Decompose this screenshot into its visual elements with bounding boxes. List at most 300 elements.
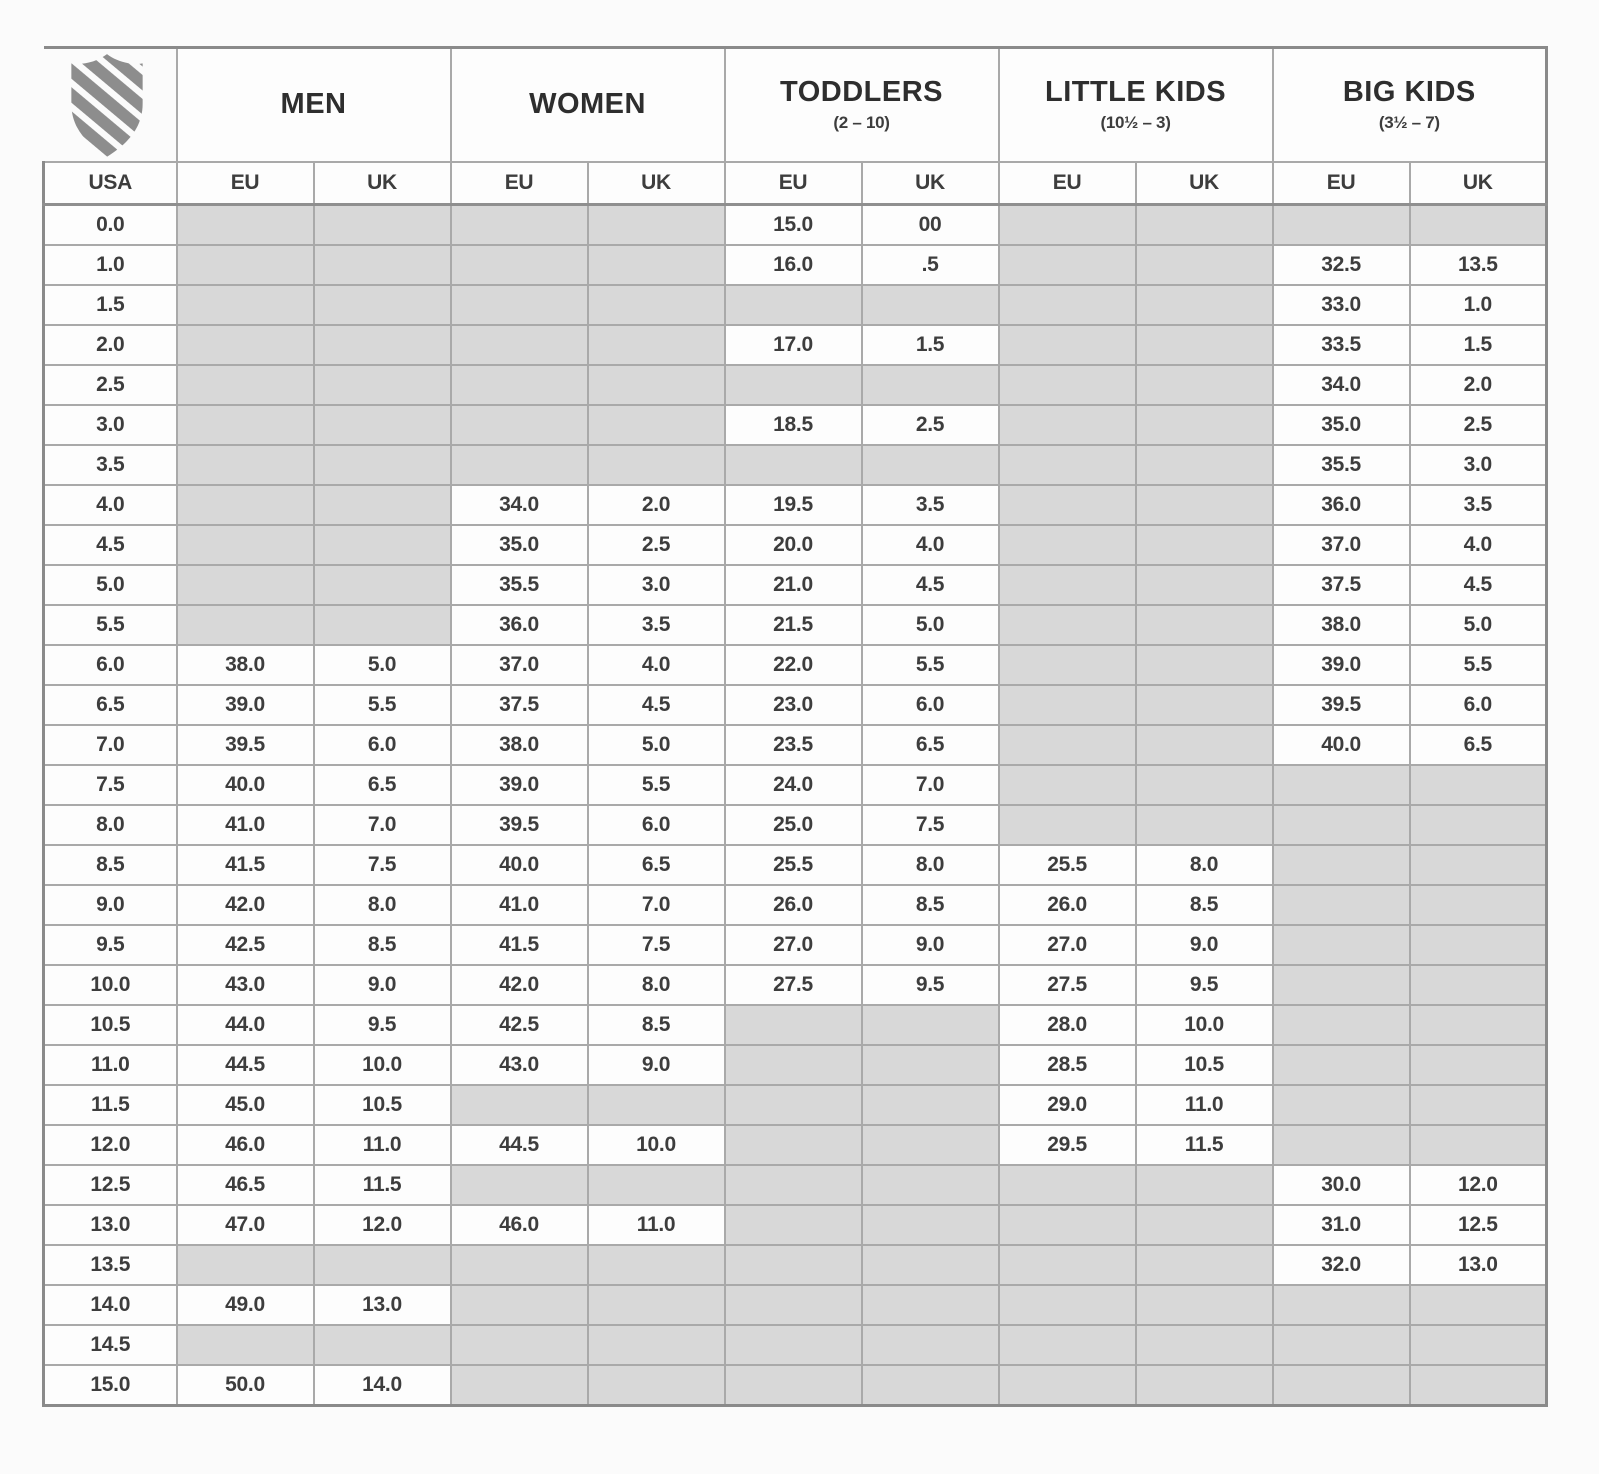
size-cell: 38.0 xyxy=(451,725,588,765)
size-cell xyxy=(725,1285,862,1325)
size-cell: 9.0 xyxy=(588,1045,725,1085)
size-cell: 42.0 xyxy=(177,885,314,925)
size-cell xyxy=(588,365,725,405)
size-cell xyxy=(862,1005,999,1045)
size-cell xyxy=(1136,1165,1273,1205)
size-cell xyxy=(588,445,725,485)
size-cell xyxy=(177,485,314,525)
size-row xyxy=(44,1165,1547,1205)
size-cell: 5.0 xyxy=(588,725,725,765)
size-cell xyxy=(1273,1365,1410,1406)
size-cell: 5.5 xyxy=(862,645,999,685)
size-cell: 1.5 xyxy=(1410,325,1547,365)
size-cell xyxy=(725,1005,862,1045)
size-row xyxy=(44,405,1547,445)
usa-size-cell: 3.0 xyxy=(44,405,177,445)
size-cell xyxy=(314,1325,451,1365)
size-cell: 12.5 xyxy=(1410,1205,1547,1245)
size-cell xyxy=(1136,1325,1273,1365)
size-cell: 8.0 xyxy=(314,885,451,925)
size-cell: 40.0 xyxy=(1273,725,1410,765)
size-cell xyxy=(177,285,314,325)
size-cell xyxy=(177,245,314,285)
size-cell: 28.5 xyxy=(999,1045,1136,1085)
size-cell xyxy=(1136,1365,1273,1406)
size-cell: 29.0 xyxy=(999,1085,1136,1125)
size-cell xyxy=(1136,365,1273,405)
usa-size-cell: 14.0 xyxy=(44,1285,177,1325)
size-cell xyxy=(999,1245,1136,1285)
size-cell: 4.5 xyxy=(1410,565,1547,605)
size-cell xyxy=(177,1325,314,1365)
size-cell xyxy=(725,1325,862,1365)
size-cell: 21.0 xyxy=(725,565,862,605)
size-cell: 14.0 xyxy=(314,1365,451,1406)
usa-size-cell: 11.5 xyxy=(44,1085,177,1125)
size-cell: 9.5 xyxy=(1136,965,1273,1005)
group-label: BIG KIDS xyxy=(1342,76,1476,109)
toddlers-eu-header: EU xyxy=(725,162,862,205)
size-rows-body xyxy=(44,205,1547,1406)
size-cell: 49.0 xyxy=(177,1285,314,1325)
size-cell xyxy=(999,1285,1136,1325)
size-cell: 5.5 xyxy=(588,765,725,805)
size-cell: 3.5 xyxy=(588,605,725,645)
size-cell xyxy=(999,285,1136,325)
size-cell: 20.0 xyxy=(725,525,862,565)
size-cell xyxy=(177,1245,314,1285)
women-eu-header: EU xyxy=(451,162,588,205)
size-cell: 9.0 xyxy=(314,965,451,1005)
group-label: MEN xyxy=(280,88,347,121)
size-cell: 27.0 xyxy=(725,925,862,965)
size-cell xyxy=(999,1365,1136,1406)
size-cell: 35.5 xyxy=(1273,445,1410,485)
size-row xyxy=(44,605,1547,645)
size-cell: 27.5 xyxy=(999,965,1136,1005)
size-cell xyxy=(1410,1085,1547,1125)
size-cell xyxy=(725,365,862,405)
usa-size-cell: 9.0 xyxy=(44,885,177,925)
size-cell xyxy=(177,445,314,485)
size-cell: 37.0 xyxy=(1273,525,1410,565)
usa-size-cell: 9.5 xyxy=(44,925,177,965)
size-cell: 7.5 xyxy=(314,845,451,885)
size-cell xyxy=(1273,925,1410,965)
size-cell xyxy=(1136,565,1273,605)
size-cell: 41.5 xyxy=(177,845,314,885)
size-cell xyxy=(862,1205,999,1245)
size-cell: 11.0 xyxy=(588,1205,725,1245)
size-cell: 40.0 xyxy=(177,765,314,805)
group-label: LITTLE KIDS xyxy=(1044,76,1227,109)
size-cell: 6.5 xyxy=(314,765,451,805)
size-cell xyxy=(862,1125,999,1165)
group-header-women xyxy=(451,48,725,163)
size-cell: 4.0 xyxy=(1410,525,1547,565)
usa-size-cell: 1.5 xyxy=(44,285,177,325)
size-cell: 9.5 xyxy=(314,1005,451,1045)
size-cell: 33.5 xyxy=(1273,325,1410,365)
size-cell: 37.5 xyxy=(451,685,588,725)
logo-spacer-cell xyxy=(44,48,177,163)
size-row xyxy=(44,925,1547,965)
size-cell: 43.0 xyxy=(177,965,314,1005)
size-cell xyxy=(862,1365,999,1406)
usa-size-cell: 12.0 xyxy=(44,1125,177,1165)
size-cell xyxy=(1273,205,1410,246)
size-cell xyxy=(451,1245,588,1285)
usa-header: USA xyxy=(44,162,177,205)
size-cell: 33.0 xyxy=(1273,285,1410,325)
size-cell: 00 xyxy=(862,205,999,246)
size-cell xyxy=(1136,685,1273,725)
usa-size-cell: 11.0 xyxy=(44,1045,177,1085)
size-cell: 42.5 xyxy=(177,925,314,965)
size-cell: 23.0 xyxy=(725,685,862,725)
size-cell xyxy=(1410,1045,1547,1085)
size-cell: 6.0 xyxy=(1410,685,1547,725)
size-cell: 11.0 xyxy=(314,1125,451,1165)
size-cell: 4.5 xyxy=(588,685,725,725)
size-cell xyxy=(451,405,588,445)
size-cell xyxy=(999,325,1136,365)
size-cell xyxy=(725,1245,862,1285)
size-cell xyxy=(588,1365,725,1406)
size-cell xyxy=(1273,805,1410,845)
size-cell: 3.5 xyxy=(1410,485,1547,525)
size-cell: 37.0 xyxy=(451,645,588,685)
size-cell xyxy=(1410,925,1547,965)
size-cell: 8.5 xyxy=(862,885,999,925)
size-cell xyxy=(451,445,588,485)
size-cell xyxy=(451,245,588,285)
size-cell xyxy=(451,285,588,325)
size-cell xyxy=(1273,1285,1410,1325)
size-cell xyxy=(1273,1045,1410,1085)
size-cell xyxy=(725,1045,862,1085)
size-cell xyxy=(862,1085,999,1125)
size-cell xyxy=(999,365,1136,405)
size-cell: 26.0 xyxy=(999,885,1136,925)
size-cell xyxy=(314,365,451,405)
size-row xyxy=(44,1085,1547,1125)
size-cell xyxy=(1273,885,1410,925)
usa-size-cell: 2.5 xyxy=(44,365,177,405)
size-cell xyxy=(588,405,725,445)
size-cell xyxy=(862,1325,999,1365)
size-cell xyxy=(999,1325,1136,1365)
size-cell xyxy=(1410,1125,1547,1165)
usa-size-cell: 6.5 xyxy=(44,685,177,725)
size-cell xyxy=(862,285,999,325)
size-cell: 38.0 xyxy=(1273,605,1410,645)
size-cell: 39.5 xyxy=(451,805,588,845)
size-cell: 9.5 xyxy=(862,965,999,1005)
size-row xyxy=(44,1285,1547,1325)
size-cell xyxy=(725,1365,862,1406)
size-cell xyxy=(588,1085,725,1125)
size-cell: 7.0 xyxy=(314,805,451,845)
size-cell xyxy=(1136,245,1273,285)
size-cell xyxy=(451,1365,588,1406)
size-cell: 3.5 xyxy=(862,485,999,525)
size-cell xyxy=(999,765,1136,805)
size-cell xyxy=(1136,405,1273,445)
size-cell xyxy=(862,1285,999,1325)
size-cell xyxy=(451,365,588,405)
group-label: TODDLERS xyxy=(780,76,944,109)
size-conversion-table xyxy=(42,46,1548,1407)
column-header-row xyxy=(44,162,1547,205)
size-cell xyxy=(999,645,1136,685)
usa-size-cell: 8.0 xyxy=(44,805,177,845)
size-cell: 44.0 xyxy=(177,1005,314,1045)
size-cell xyxy=(1410,1325,1547,1365)
group-sublabel: (3½ – 7) xyxy=(1378,112,1440,132)
size-cell xyxy=(177,605,314,645)
size-cell xyxy=(999,685,1136,725)
size-cell: 10.5 xyxy=(314,1085,451,1125)
usa-size-cell: 2.0 xyxy=(44,325,177,365)
usa-size-cell: 3.5 xyxy=(44,445,177,485)
size-cell: 39.0 xyxy=(451,765,588,805)
size-cell: 5.0 xyxy=(862,605,999,645)
size-cell: 15.0 xyxy=(725,205,862,246)
size-cell xyxy=(588,245,725,285)
size-cell: 34.0 xyxy=(1273,365,1410,405)
usa-size-cell: 13.5 xyxy=(44,1245,177,1285)
size-cell: 8.0 xyxy=(588,965,725,1005)
size-cell xyxy=(1273,765,1410,805)
size-cell xyxy=(999,1205,1136,1245)
size-cell xyxy=(177,325,314,365)
size-cell xyxy=(588,1245,725,1285)
size-cell: 43.0 xyxy=(451,1045,588,1085)
size-cell: 37.5 xyxy=(1273,565,1410,605)
size-cell: 32.5 xyxy=(1273,245,1410,285)
size-cell: 11.5 xyxy=(314,1165,451,1205)
size-cell xyxy=(1273,1085,1410,1125)
size-cell xyxy=(999,405,1136,445)
size-cell: 8.0 xyxy=(1136,845,1273,885)
size-cell: 16.0 xyxy=(725,245,862,285)
usa-size-cell: 15.0 xyxy=(44,1365,177,1406)
size-cell: 10.0 xyxy=(314,1045,451,1085)
size-cell xyxy=(1136,525,1273,565)
size-cell: 6.0 xyxy=(314,725,451,765)
size-row xyxy=(44,805,1547,845)
size-cell xyxy=(314,325,451,365)
size-cell xyxy=(862,1165,999,1205)
size-cell xyxy=(999,485,1136,525)
usa-size-cell: 7.5 xyxy=(44,765,177,805)
size-cell: 31.0 xyxy=(1273,1205,1410,1245)
size-cell xyxy=(725,445,862,485)
size-cell: 13.0 xyxy=(1410,1245,1547,1285)
size-cell xyxy=(725,1205,862,1245)
size-cell: 10.0 xyxy=(1136,1005,1273,1045)
size-cell xyxy=(314,1245,451,1285)
size-cell: 17.0 xyxy=(725,325,862,365)
size-cell xyxy=(1273,1325,1410,1365)
size-cell: 7.0 xyxy=(588,885,725,925)
size-cell: 6.0 xyxy=(588,805,725,845)
size-row xyxy=(44,725,1547,765)
size-cell: 28.0 xyxy=(999,1005,1136,1045)
size-cell xyxy=(177,405,314,445)
size-cell xyxy=(999,605,1136,645)
size-row xyxy=(44,285,1547,325)
size-cell xyxy=(314,205,451,246)
size-cell xyxy=(862,445,999,485)
size-cell xyxy=(314,285,451,325)
size-cell xyxy=(177,365,314,405)
size-cell: 2.0 xyxy=(588,485,725,525)
size-cell xyxy=(999,525,1136,565)
size-cell: 44.5 xyxy=(451,1125,588,1165)
size-row xyxy=(44,565,1547,605)
usa-size-cell: 4.5 xyxy=(44,525,177,565)
size-cell: 2.5 xyxy=(588,525,725,565)
size-cell: 45.0 xyxy=(177,1085,314,1125)
size-cell: 4.0 xyxy=(862,525,999,565)
size-cell xyxy=(1136,725,1273,765)
usa-size-cell: 8.5 xyxy=(44,845,177,885)
size-cell xyxy=(999,565,1136,605)
size-cell xyxy=(314,525,451,565)
size-cell: 32.0 xyxy=(1273,1245,1410,1285)
size-row xyxy=(44,965,1547,1005)
size-cell xyxy=(725,1125,862,1165)
size-cell: 11.5 xyxy=(1136,1125,1273,1165)
size-cell xyxy=(999,445,1136,485)
size-cell xyxy=(725,1165,862,1205)
little-kids-eu-header: EU xyxy=(999,162,1136,205)
size-cell: 47.0 xyxy=(177,1205,314,1245)
size-cell: 41.0 xyxy=(451,885,588,925)
size-cell xyxy=(588,325,725,365)
size-cell xyxy=(1136,1245,1273,1285)
size-cell: 39.0 xyxy=(177,685,314,725)
size-cell: 46.0 xyxy=(451,1205,588,1245)
size-cell: 30.0 xyxy=(1273,1165,1410,1205)
size-cell: 12.0 xyxy=(314,1205,451,1245)
size-cell xyxy=(1273,1005,1410,1045)
group-sublabel: (10½ – 3) xyxy=(1100,112,1171,132)
size-row xyxy=(44,845,1547,885)
size-row xyxy=(44,1365,1547,1406)
size-row xyxy=(44,1125,1547,1165)
group-header-big-kids xyxy=(1273,48,1547,163)
size-cell xyxy=(314,565,451,605)
size-cell: 5.5 xyxy=(314,685,451,725)
usa-size-cell: 1.0 xyxy=(44,245,177,285)
usa-size-cell: 6.0 xyxy=(44,645,177,685)
usa-size-cell: 5.5 xyxy=(44,605,177,645)
size-cell xyxy=(588,1165,725,1205)
size-cell: 1.5 xyxy=(862,325,999,365)
size-cell: 3.0 xyxy=(588,565,725,605)
size-cell: 29.5 xyxy=(999,1125,1136,1165)
size-cell: 4.5 xyxy=(862,565,999,605)
size-cell xyxy=(177,565,314,605)
size-cell: 5.0 xyxy=(1410,605,1547,645)
size-cell xyxy=(999,725,1136,765)
size-cell: 39.5 xyxy=(177,725,314,765)
size-row xyxy=(44,685,1547,725)
size-cell xyxy=(1410,765,1547,805)
size-cell: 7.0 xyxy=(862,765,999,805)
size-cell xyxy=(1273,1125,1410,1165)
size-cell: 39.5 xyxy=(1273,685,1410,725)
size-cell xyxy=(314,485,451,525)
size-cell xyxy=(451,205,588,246)
size-cell xyxy=(1410,845,1547,885)
size-cell xyxy=(1136,445,1273,485)
size-cell: 6.5 xyxy=(862,725,999,765)
size-cell xyxy=(862,365,999,405)
toddlers-uk-header: UK xyxy=(862,162,999,205)
size-cell xyxy=(177,525,314,565)
size-cell: 9.0 xyxy=(862,925,999,965)
size-cell: 50.0 xyxy=(177,1365,314,1406)
size-row xyxy=(44,1245,1547,1285)
little-kids-uk-header: UK xyxy=(1136,162,1273,205)
size-cell: 9.0 xyxy=(1136,925,1273,965)
size-cell: 41.5 xyxy=(451,925,588,965)
size-cell xyxy=(451,1085,588,1125)
size-cell: 34.0 xyxy=(451,485,588,525)
size-cell: 8.5 xyxy=(1136,885,1273,925)
size-cell xyxy=(999,245,1136,285)
women-uk-header: UK xyxy=(588,162,725,205)
group-label: WOMEN xyxy=(529,88,646,121)
size-cell: 39.0 xyxy=(1273,645,1410,685)
size-cell: .5 xyxy=(862,245,999,285)
size-cell: 21.5 xyxy=(725,605,862,645)
size-cell xyxy=(1136,765,1273,805)
men-uk-header: UK xyxy=(314,162,451,205)
size-cell: 11.0 xyxy=(1136,1085,1273,1125)
size-cell: 2.5 xyxy=(1410,405,1547,445)
size-cell: 6.5 xyxy=(588,845,725,885)
size-cell xyxy=(862,1045,999,1085)
size-cell xyxy=(999,1165,1136,1205)
size-cell: 38.0 xyxy=(177,645,314,685)
size-cell xyxy=(725,285,862,325)
size-cell xyxy=(314,245,451,285)
size-row xyxy=(44,325,1547,365)
group-header-toddlers xyxy=(725,48,999,163)
size-cell: 3.0 xyxy=(1410,445,1547,485)
size-cell: 35.5 xyxy=(451,565,588,605)
size-cell xyxy=(1136,645,1273,685)
size-cell: 27.0 xyxy=(999,925,1136,965)
size-cell xyxy=(1136,485,1273,525)
size-cell xyxy=(1136,605,1273,645)
size-cell: 7.5 xyxy=(862,805,999,845)
size-cell xyxy=(177,205,314,246)
size-cell: 36.0 xyxy=(451,605,588,645)
size-row xyxy=(44,525,1547,565)
size-cell: 22.0 xyxy=(725,645,862,685)
size-cell: 2.5 xyxy=(862,405,999,445)
size-cell: 44.5 xyxy=(177,1045,314,1085)
size-cell xyxy=(1273,845,1410,885)
size-cell xyxy=(1136,1205,1273,1245)
size-cell: 8.5 xyxy=(314,925,451,965)
